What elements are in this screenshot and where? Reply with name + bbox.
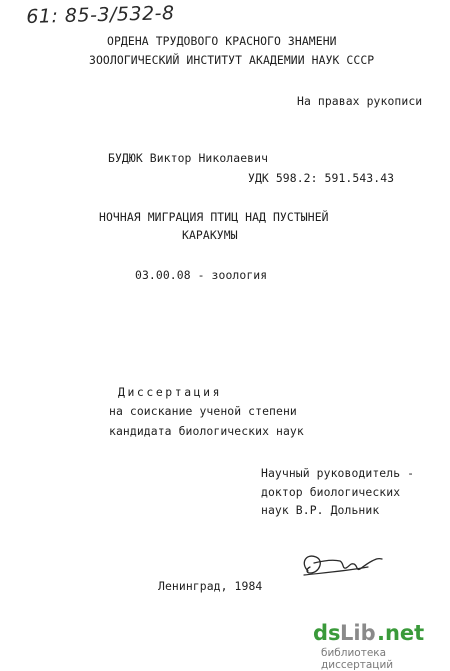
degree-line-1: на соискание ученой степени <box>109 404 297 418</box>
title-line-2: КАРАКУМЫ <box>182 228 238 242</box>
author-name: БУДЮК Виктор Николаевич <box>108 151 269 165</box>
dissertation-label: Диссертация <box>118 385 223 399</box>
watermark <box>313 620 443 671</box>
degree-line-2: кандидата биологических наук <box>109 424 304 438</box>
institution-line-2: ЗООЛОГИЧЕСКИЙ ИНСТИТУТ АКАДЕМИИ НАУК СССР <box>89 53 375 67</box>
watermark-subtitle: библиотека диссертаций <box>321 647 394 671</box>
place-year: Ленинград, 1984 <box>158 579 263 593</box>
watermark-logo-net: .net <box>377 621 425 645</box>
archive-number: 61: 85-3/532-8 <box>26 2 175 28</box>
title-line-1: НОЧНАЯ МИГРАЦИЯ ПТИЦ НАД ПУСТЫНЕЙ <box>99 210 329 224</box>
institution-line-1: ОРДЕНА ТРУДОВОГО КРАСНОГО ЗНАМЕНИ <box>107 34 337 48</box>
supervisor-line-1: Научный руководитель - <box>261 466 415 480</box>
specialty: 03.00.08 - зоология <box>135 268 268 282</box>
udc-code: УДК 598.2: 591.543.43 <box>248 171 395 185</box>
manuscript-rights: На правах рукописи <box>297 94 423 108</box>
handwritten-signature <box>298 549 384 585</box>
supervisor-line-2: доктор биологических <box>261 485 401 499</box>
watermark-logo-ds: ds <box>313 621 341 645</box>
supervisor-line-3: наук В.Р. Дольник <box>261 503 380 517</box>
watermark-logo-lib: Lib <box>340 621 376 645</box>
